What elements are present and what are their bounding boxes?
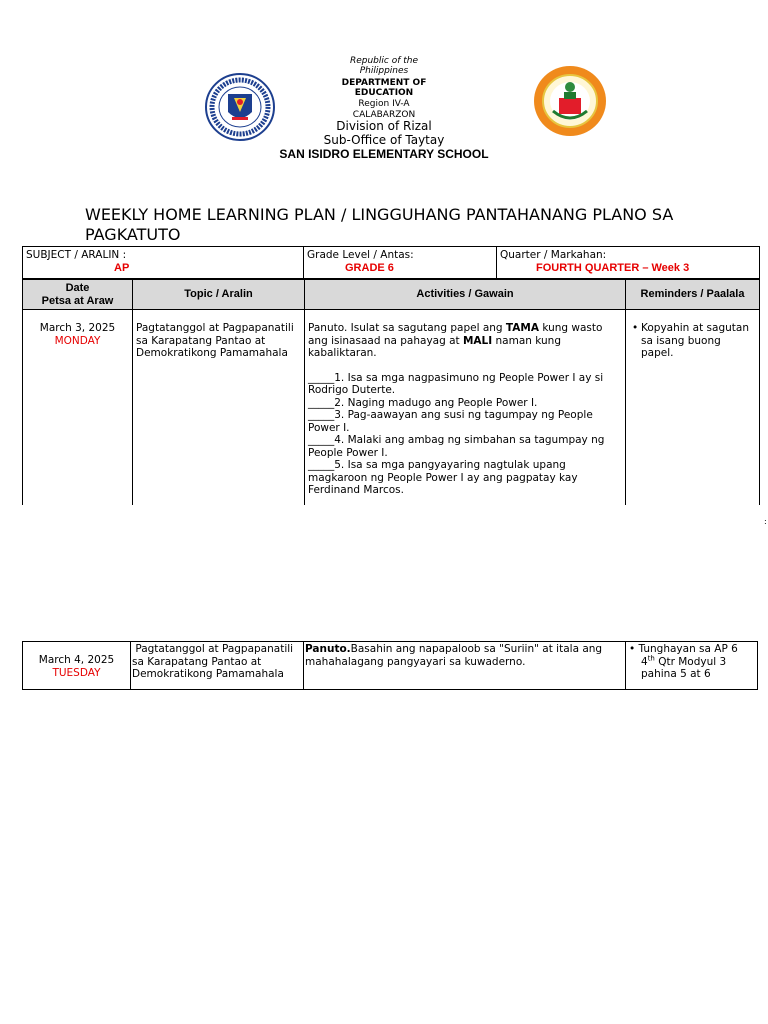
plan-table-continued — [22, 641, 758, 690]
topic-cell: Pagtatanggol at Pagpapanatili sa Karapatang Pantao at Demokratikong Pamamahala — [133, 310, 305, 505]
subject-label: SUBJECT / ARALIN : — [26, 249, 127, 261]
department-line: DEPARTMENT OF EDUCATION — [341, 77, 427, 99]
info-table — [22, 246, 760, 279]
col-reminders: Reminders / Paalala — [626, 280, 760, 310]
date-cell — [23, 642, 131, 690]
topic-cell: Pagtatanggol at Pagpapanatili sa Karapatang Pantao at Demokratikong Pamamahala — [131, 642, 304, 690]
table-row — [23, 310, 760, 505]
subject-value: AP — [114, 261, 130, 274]
row-date: March 3, 2025 — [39, 322, 116, 334]
grade-value: GRADE 6 — [345, 261, 394, 274]
quiz-item: _____5. Isa sa mga pangyayaring nagtulak upang magkaroon ng People Power I ay ang pagpatay kay Ferdinand Marcos. — [308, 459, 578, 496]
quiz-item: _____2. Naging madugo ang People Power I. — [308, 396, 538, 409]
col-activities: Activities / Gawain — [305, 280, 626, 310]
row-date: March 4, 2025 — [38, 654, 115, 666]
sub-office-line: Sub-Office of Taytay — [323, 132, 445, 147]
activities-cell — [305, 310, 626, 505]
reminder-item: • Kopyahin at sagutan sa isang buong papel. — [641, 322, 756, 360]
subject-cell — [23, 247, 304, 279]
page-title: WEEKLY HOME LEARNING PLAN / LINGGUHANG PANTAHANANG PLANO SA PAGKATUTO — [85, 205, 674, 244]
reminder-item: • Tunghayan sa AP 6 — [629, 643, 738, 655]
date-cell — [23, 310, 133, 505]
letterhead — [0, 56, 768, 161]
quarter-cell — [497, 247, 760, 279]
col-topic: Topic / Aralin — [133, 280, 305, 310]
quiz-item: _____3. Pag-aawayan ang susi ng tagumpay ng People Power I. — [308, 409, 593, 434]
reminder-item-line: 4th Qtr Modyul 3 — [641, 654, 727, 668]
row-day: TUESDAY — [52, 666, 101, 679]
quiz-item: _____1. Isa sa mga nagpasimuno ng People Power I ay si Rodrigo Duterte. — [308, 371, 604, 396]
col-date: Date Petsa at Araw — [23, 280, 133, 310]
plan-table — [22, 279, 760, 505]
instruction: Panuto.Basahin ang napapaloob sa "Suriin" at itala ang mahahalagang pangyayari sa kuwaderno. — [305, 643, 603, 668]
quiz-item: _____4. Malaki ang ambag ng simbahan sa tagumpay ng People Power I. — [308, 434, 605, 459]
quarter-label: Quarter / Markahan: — [500, 249, 607, 261]
row-day: MONDAY — [54, 334, 101, 347]
division-line: Division of Rizal — [336, 119, 432, 134]
grade-cell — [304, 247, 497, 279]
page-mark: : — [764, 517, 767, 526]
table-row — [23, 642, 758, 690]
republic-line: Republic of the Philippines — [349, 56, 419, 77]
activities-cell — [304, 642, 626, 690]
reminders-cell — [626, 642, 758, 690]
region-line: Region IV-A CALABARZON — [352, 99, 416, 120]
school-name: SAN ISIDRO ELEMENTARY SCHOOL — [279, 146, 489, 161]
instruction: Panuto. Isulat sa sagutang papel ang TAMA kung wasto ang isinasaad na pahayag at MALI naman kung kabaliktaran. — [308, 322, 603, 359]
reminders-cell — [626, 310, 760, 505]
reminder-item-line: pahina 5 at 6 — [641, 668, 711, 680]
grade-label: Grade Level / Antas: — [307, 249, 414, 261]
quarter-value: FOURTH QUARTER – Week 3 — [536, 261, 690, 274]
